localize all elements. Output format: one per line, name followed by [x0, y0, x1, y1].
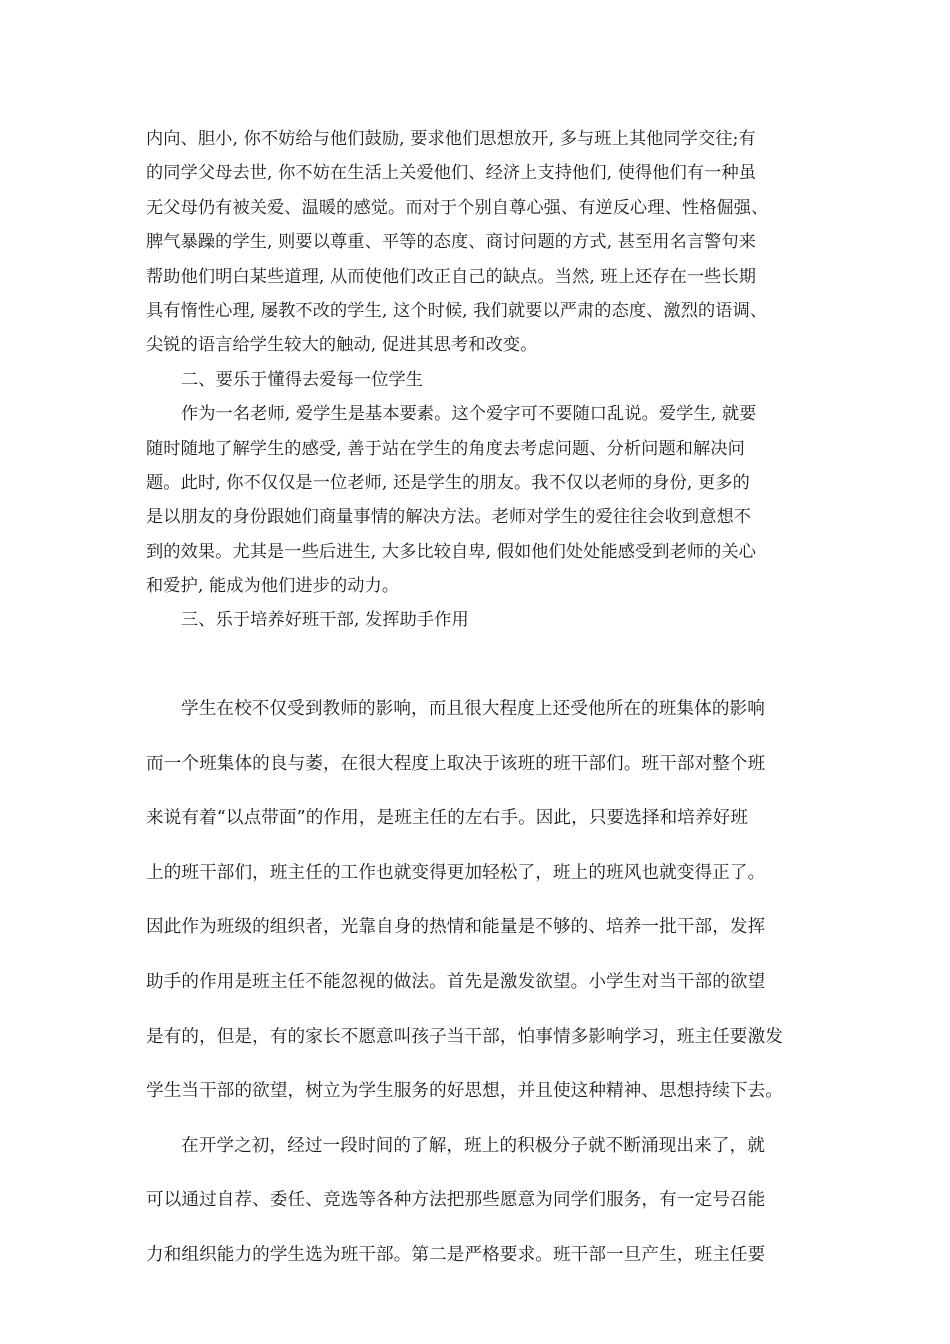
text-line: 尖锐的语言给学生较大的触动, 促进其思考和改变。 [146, 335, 538, 356]
text-line: 无父母仍有被关爱、温暖的感觉。而对于个别自尊心强、有逆反心理、性格倔强、 [146, 197, 769, 218]
text-line: 脾气暴躁的学生, 则要以尊重、平等的态度、商讨问题的方式, 甚至用名言警句来 [146, 232, 757, 253]
text-line: 力和组织能力的学生选为班干部。第二是严格要求。班干部一旦产生，班主任要 [146, 1244, 766, 1265]
text-line: 是以朋友的身份跟她们商量事情的解决方法。老师对学生的爱往往会收到意想不 [146, 507, 752, 528]
text-section-upper [146, 122, 816, 638]
text-line: 学生在校不仅受到教师的影响，而且很大程度上还受他所在的班集体的影响 [181, 699, 765, 719]
text-line: 学生当干部的欲望，树立为学生服务的好思想，并且使这种精神、思想持续下去。 [146, 1081, 783, 1102]
text-section-lower [146, 682, 816, 1283]
text-line: 和爱护, 能成为他们进步的动力。 [146, 576, 400, 597]
section-heading-3: 三、乐于培养好班干部, 发挥助手作用 [181, 610, 469, 631]
text-line: 的同学父母去世, 你不妨在生活上关爱他们、经济上支持他们, 使得他们有一种虽 [146, 163, 757, 184]
text-line: 而一个班集体的良与萎，在很大程度上取决于该班的班干部们。班干部对整个班 [146, 753, 766, 774]
text-line: 可以通过自荐、委任、竞选等各种方法把那些愿意为同学们服务，有一定号召能 [146, 1190, 766, 1211]
text-line: 帮助他们明白某些道理, 从而使他们改正自己的缺点。当然, 班上还存在一些长期 [146, 266, 757, 287]
text-line: 随时随地了解学生的感受, 善于站在学生的角度去考虑问题、分析问题和解决问 [146, 438, 745, 459]
text-line: 内向、胆小, 你不妨给与他们鼓励, 要求他们思想放开, 多与班上其他同学交往;有 [146, 129, 756, 149]
text-line: 在开学之初，经过一段时间的了解，班上的积极分子就不断涌现出来了，就 [181, 1135, 765, 1156]
text-line: 是有的，但是，有的家长不愿意叫孩子当干部，怕事情多影响学习，班主任要激发 [146, 1026, 783, 1047]
text-line: 上的班干部们，班主任的工作也就变得更加轻松了，班上的班风也就变得正了。 [146, 862, 766, 883]
text-line: 题。此时, 你不仅仅是一位老师, 还是学生的朋友。我不仅以老师的身份, 更多的 [146, 472, 750, 493]
text-line: 来说有着“以点带面”的作用，是班主任的左右手。因此，只要选择和培养好班 [146, 808, 749, 829]
section-heading-2: 二、要乐于懂得去爱每一位学生 [181, 369, 424, 390]
text-line: 助手的作用是班主任不能忽视的做法。首先是激发欲望。小学生对当干部的欲望 [146, 971, 766, 992]
text-line: 到的效果。尤其是一些后进生, 大多比较自卑, 假如他们处处能感受到老师的关心 [146, 541, 757, 562]
text-line: 因此作为班级的组织者，光靠自身的热情和能量是不够的、培养一批干部，发挥 [146, 917, 766, 938]
text-line: 具有惰性心理, 屡教不改的学生, 这个时候, 我们就要以严肃的态度、激烈的语调、 [146, 300, 768, 321]
text-line: 作为一名老师, 爱学生是基本要素。这个爱字可不要随口乱说。爱学生, 就要 [181, 404, 757, 425]
